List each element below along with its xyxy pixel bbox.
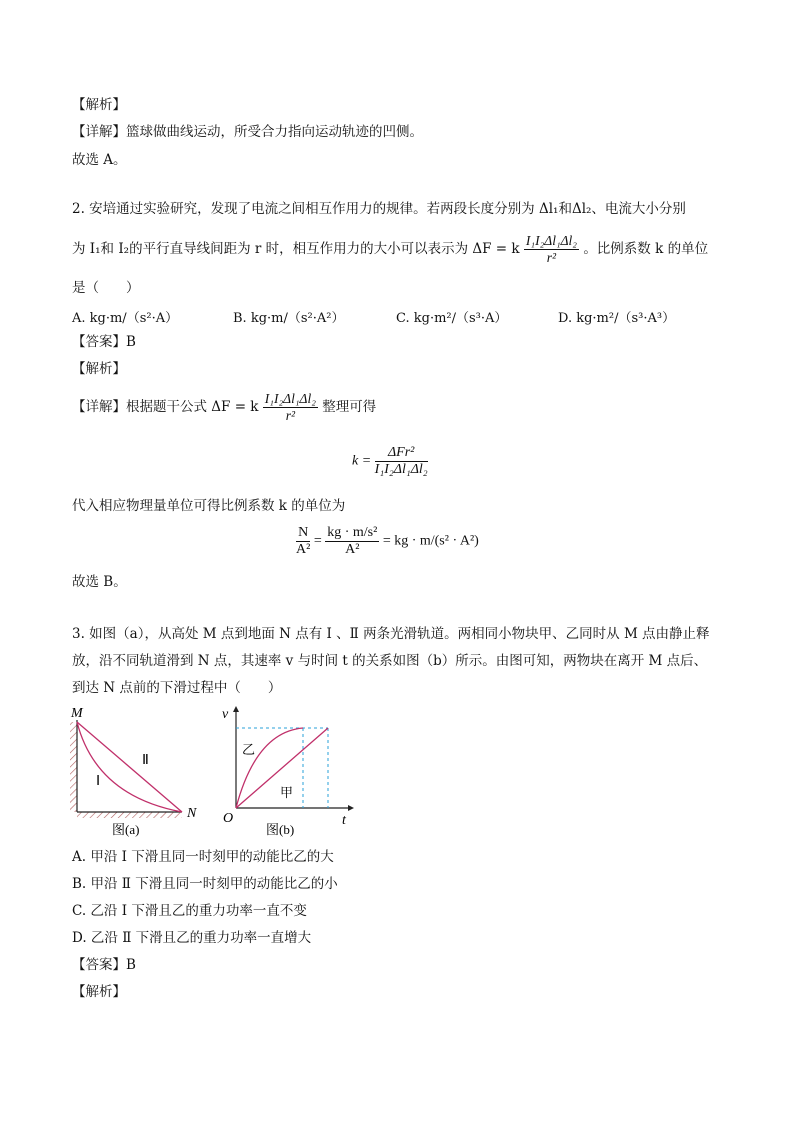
q2-stem-frac-num: I₁I₂Δl₁Δl₂ <box>525 233 578 248</box>
fig-b-label-t: t <box>342 813 346 828</box>
q2-detail-b: 整理可得 <box>322 399 377 415</box>
q2-equation-units: $\frac{N}{\text{A²}}$ = $\frac{\text{kg · m/s²}}{\text{A²}}$ = kg · m/(s² · A²) <box>296 525 479 557</box>
analysis-tag-1: 【解析】 <box>72 97 126 113</box>
fig-b-caption: 图(b) <box>266 822 295 837</box>
figure-a <box>66 700 216 840</box>
q3-option-c: C. 乙沿 Ⅰ 下滑且乙的重力功率一直不变 <box>72 903 307 919</box>
q2-stem-fraction <box>524 233 579 266</box>
q3-option-b: B. 甲沿 Ⅱ 下滑且同一时刻甲的动能比乙的小 <box>72 876 338 892</box>
fig-b-label-o: O <box>223 811 234 826</box>
q2-eq1-fraction <box>375 445 428 478</box>
q3-stem-line1: 3. 如图（a），从高处 M 点到地面 N 点有 Ⅰ 、Ⅱ 两条光滑轨道。两相同小物块甲、乙同时从 M 点由静止释 <box>72 626 710 642</box>
q2-units-text: 代入相应物理量单位可得比例系数 k 的单位为 <box>72 498 346 514</box>
fig-b-t-arrow <box>348 805 354 811</box>
q2-stem-line1: 2. 安培通过实验研究，发现了电流之间相互作用力的规律。若两段长度分别为 Δl₁和Δl₂、电流大小分别 <box>72 201 686 217</box>
q3-answer: 【答案】B <box>72 957 136 973</box>
q2-analysis-tag: 【解析】 <box>72 361 126 377</box>
fig-b-label-jia: 甲 <box>280 786 294 801</box>
q3-analysis-tag: 【解析】 <box>72 984 126 1000</box>
q2-option-b: B. kg·m/（s²·A²） <box>233 311 345 326</box>
q2-detail-line <box>72 391 376 424</box>
fig-b-label-yi: 乙 <box>242 743 256 758</box>
q2-option-a: A. kg·m/（s²·A） <box>72 311 179 326</box>
fig-a-label-n: N <box>187 806 197 821</box>
q2-detail-fraction <box>263 391 318 424</box>
q2-stem-line2-b: 。比例系数 k 的单位 <box>583 241 709 257</box>
q3-option-d: D. 乙沿 Ⅱ 下滑且乙的重力功率一直增大 <box>72 930 312 946</box>
q2-eq2-den1: A² <box>296 542 311 557</box>
detail-text-1: 【详解】篮球做曲线运动，所受合力指向运动轨迹的凹侧。 <box>72 124 423 140</box>
q2-stem-line2 <box>72 233 708 266</box>
q2-eq2-frac1 <box>296 525 310 558</box>
q2-detail-a: 【详解】根据题干公式 ΔF = k <box>72 399 259 415</box>
choose-text-1: 故选 A。 <box>72 152 127 168</box>
q2-option-c: C. kg·m²/（s³·A） <box>396 311 508 326</box>
q2-eq1-num: ΔFr² <box>375 445 428 462</box>
fig-a-track-ii <box>77 722 182 812</box>
q3-stem-line3: 到达 N 点前的下滑过程中（ ） <box>72 680 282 696</box>
q2-eq2-num1: N <box>296 525 310 542</box>
q2-stem-frac-den: r² <box>546 250 557 265</box>
q2-eq2-den2: A² <box>345 542 360 557</box>
q2-detail-frac-den: r² <box>285 408 295 423</box>
fig-a-caption: 图(a) <box>112 822 140 837</box>
q2-detail-frac-num: I₁I₂Δl₁Δl₂ <box>264 391 316 406</box>
q2-eq2-rhs: = kg · m/(s² · A²) <box>382 533 479 549</box>
q2-choose: 故选 B。 <box>72 574 127 590</box>
q2-eq2-frac2 <box>325 525 379 558</box>
fig-b-v-arrow <box>233 706 239 712</box>
q3-option-a: A. 甲沿 Ⅰ 下滑且同一时刻甲的动能比乙的大 <box>72 849 334 865</box>
q2-equation-k <box>352 445 428 478</box>
q2-stem-line3: 是（ ） <box>72 280 140 296</box>
fig-a-label-m: M <box>71 706 83 721</box>
q2-eq2-num2: kg · m/s² <box>327 525 378 540</box>
fig-a-ground-hatch <box>77 812 182 818</box>
fig-a-label-ii: Ⅱ <box>142 753 149 768</box>
fig-a-wall-hatch <box>70 722 77 812</box>
fig-a-label-i: Ⅰ <box>96 774 101 789</box>
q2-eq1-lhs: k = <box>352 453 372 469</box>
q2-option-d: D. kg·m²/（s³·A³） <box>558 311 676 326</box>
q2-eq1-den: I₁I₂Δl₁Δl₂ <box>374 462 428 477</box>
q3-stem-line2: 放，沿不同轨道滑到 N 点，其速率 v 与时间 t 的关系如图（b）所示。由图可知，两物块在离开 M 点后、 <box>72 653 708 669</box>
fig-b-label-v: v <box>222 707 229 722</box>
figure-b <box>220 700 360 840</box>
q2-stem-line2-a: 为 I₁和 I₂的平行直导线间距为 r 时，相互作用力的大小可以表示为 ΔF = k <box>72 241 520 257</box>
q2-answer: 【答案】B <box>72 334 136 350</box>
